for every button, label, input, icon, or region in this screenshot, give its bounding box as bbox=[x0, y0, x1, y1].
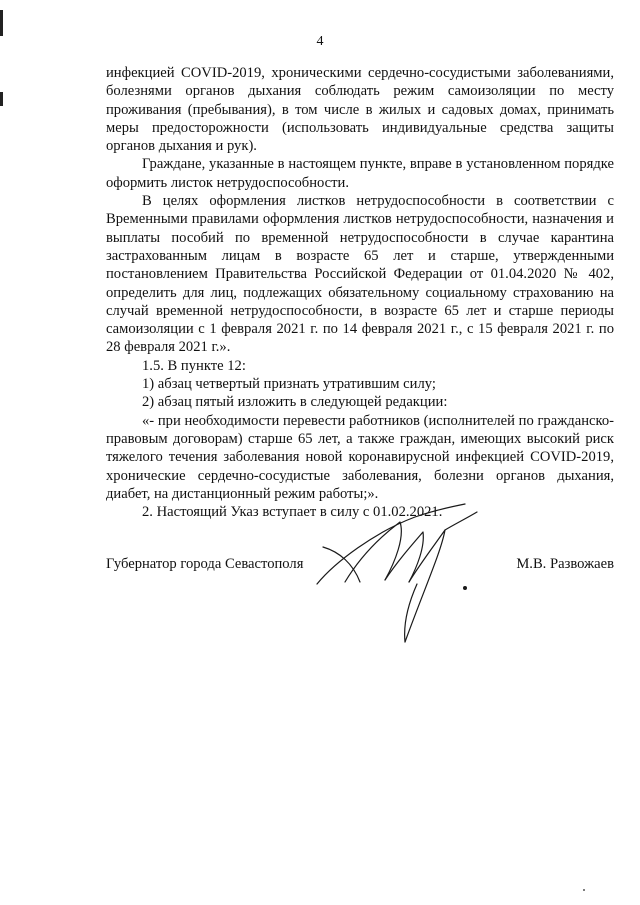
paragraph-subitem-1: 1) абзац четвертый признать утратившим силу; bbox=[142, 376, 436, 393]
paragraph-sick-leave: Граждане, указанные в настоящем пункте, вправе в установленном порядке оформить листок нетрудоспособности. bbox=[106, 156, 614, 191]
scan-edge-mark-bottom bbox=[0, 92, 3, 106]
signer-title: Губернатор города Севастополя bbox=[106, 556, 304, 572]
paragraph-effective-date: 2. Настоящий Указ вступает в силу с 01.02.2021. bbox=[142, 504, 443, 521]
signer-name: М.В. Развожаев bbox=[516, 556, 614, 572]
handwritten-signature bbox=[305, 492, 505, 652]
paragraph-subitem-2: 2) абзац пятый изложить в следующей редакции: bbox=[142, 394, 448, 411]
paragraph-continuation: инфекцией COVID-2019, хроническими сердечно-сосудистыми заболеваниями, болезнями органов дыхания соблюдать режим самоизоляции по месту проживания (пребывания), в том числе в жилых и садовых домах, принимать меры предосторожности (использовать индивидуальные средства защиты органов дыхания и рук). bbox=[106, 65, 614, 155]
paragraph-item-1-5: 1.5. В пункте 12: bbox=[142, 357, 246, 374]
corner-scan-dot bbox=[583, 889, 585, 891]
paragraph-self-isolation-periods: В целях оформления листков нетрудоспособности в соответствии с Временными правилами оформления листков нетрудоспособности, назначения и выплаты пособий по временной нетрудоспособности в случае карантина застрахованным лицам в возрасте 65 лет и старше, утвержденными постановлением Правительства Российской Федерации от 01.04.2020 № 402, определить для лиц, подлежащих обязательному социальному страхованию на случай временной нетрудоспособности, в возрасте 65 лет и старше периоды самоизоляции с 1 февраля 2021 г. по 14 февраля 2021 г., с 15 февраля 2021 г. по 28 февраля 2021 г.». bbox=[106, 193, 614, 356]
signature-dot bbox=[463, 586, 467, 590]
page-number: 4 bbox=[316, 34, 324, 49]
scan-edge-mark-top bbox=[0, 10, 3, 36]
document-body bbox=[106, 64, 614, 521]
paragraph-new-wording: «- при необходимости перевести работников (исполнителей по гражданско-правовым договорам) старше 65 лет, а также граждан, имеющих высокий риск тяжелого течения заболевания новой коронавирусной инфекцией COVID-2019, хронические сердечно-сосудистые заболевания, болезни органов дыхания, диабет, на дистанционный режим работы;». bbox=[106, 412, 614, 502]
